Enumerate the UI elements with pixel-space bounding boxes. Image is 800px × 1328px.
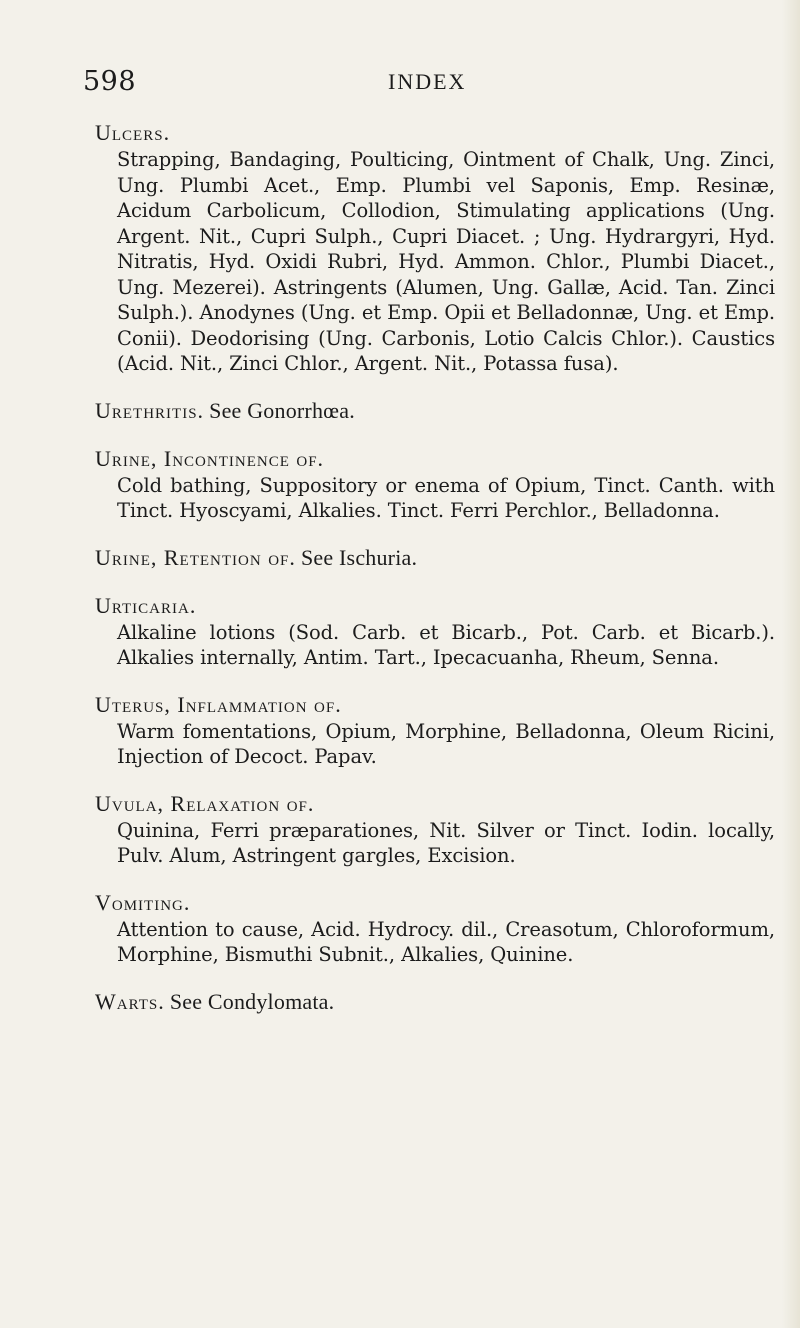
entry-term: Urine, Incontinence of. — [95, 445, 325, 471]
entry-term: Ulcers. — [95, 120, 171, 145]
index-entry-urticaria — [95, 591, 775, 671]
entry-text: Attention to cause, Acid. Hydrocy. dil., Creasotum, Chloroformum, Morphine, Bismuthi Subnit., Alkalies, Quinine. — [117, 917, 775, 966]
entry-text: Alkaline lotions (Sod. Carb. et Bicarb., Pot. Carb. et Bicarb.). Alkalies internally, Antim. Tart., Ipecacuanha, Rheum, Senna. — [117, 620, 775, 669]
entry-term: Vomiting. — [95, 889, 191, 915]
page-header — [83, 66, 763, 106]
entry-cross-reference: See Condylomata. — [169, 988, 335, 1014]
page-edge-shadow — [782, 0, 800, 1328]
entry-term: Uvula, Relaxation of. — [95, 790, 315, 816]
index-entry-uvula-relaxation — [95, 789, 775, 869]
entry-text: Cold bathing, Suppository or enema of Opium, Tinct. Canth. with Tinct. Hyoscyami, Alkalies. Tinct. Ferri Perchlor., Belladonna. — [117, 473, 775, 522]
entry-term: Warts. — [95, 988, 165, 1014]
entry-term: Urethritis. — [95, 397, 205, 423]
index-entry-vomiting — [95, 888, 775, 968]
index-entry-warts — [95, 987, 775, 1016]
index-entry-ulcers — [95, 118, 775, 377]
index-entry-urethritis — [95, 396, 775, 425]
entry-term: Urticaria. — [95, 592, 197, 618]
entry-text: Warm fomentations, Opium, Morphine, Belladonna, Oleum Ricini, Injection of Decoct. Papav. — [117, 719, 775, 768]
index-entry-urine-retention — [95, 543, 775, 572]
page-number: 598 — [83, 66, 137, 97]
index-entries — [95, 118, 775, 1035]
entry-cross-reference: See Gonorrhœa. — [209, 397, 355, 423]
entry-text: Quinina, Ferri præparationes, Nit. Silver or Tinct. Iodin. locally, Pulv. Alum, Astringent gargles, Excision. — [117, 818, 775, 867]
index-entry-uterus-inflammation — [95, 690, 775, 770]
running-head: INDEX — [388, 69, 467, 94]
entry-cross-reference: See Ischuria. — [300, 544, 418, 570]
entry-text: Strapping, Bandaging, Poulticing, Ointment of Chalk, Ung. Zinci, Ung. Plumbi Acet., Emp. Plumbi vel Saponis, Emp. Resinæ, Acidum Carbolicum, Collodion, Stimulating applications (Ung. Argent. Nit., Cupri Sulph., Cupri Diacet. ; Ung. Hydrargyri, Hyd. Nitratis, Hyd. Oxidi Rubri, Hyd. Ammon. Chlor., Plumbi Diacet., Ung. Mezerei). Astringents (Alumen, Ung. Gallæ, Acid. Tan. Zinci Sulph.). Anodynes (Ung. et Emp. Opii et Belladonnæ, Ung. et Emp. Conii). Deodorising (Ung. Carbonis, Lotio Calcis Chlor.). Caustics (Acid. Nit., Zinci Chlor., Argent. Nit., Potassa fusa). — [117, 148, 775, 375]
entry-term: Uterus, Inflammation of. — [95, 691, 342, 717]
entry-term: Urine, Retention of. — [95, 544, 296, 570]
index-entry-urine-incontinence — [95, 444, 775, 524]
